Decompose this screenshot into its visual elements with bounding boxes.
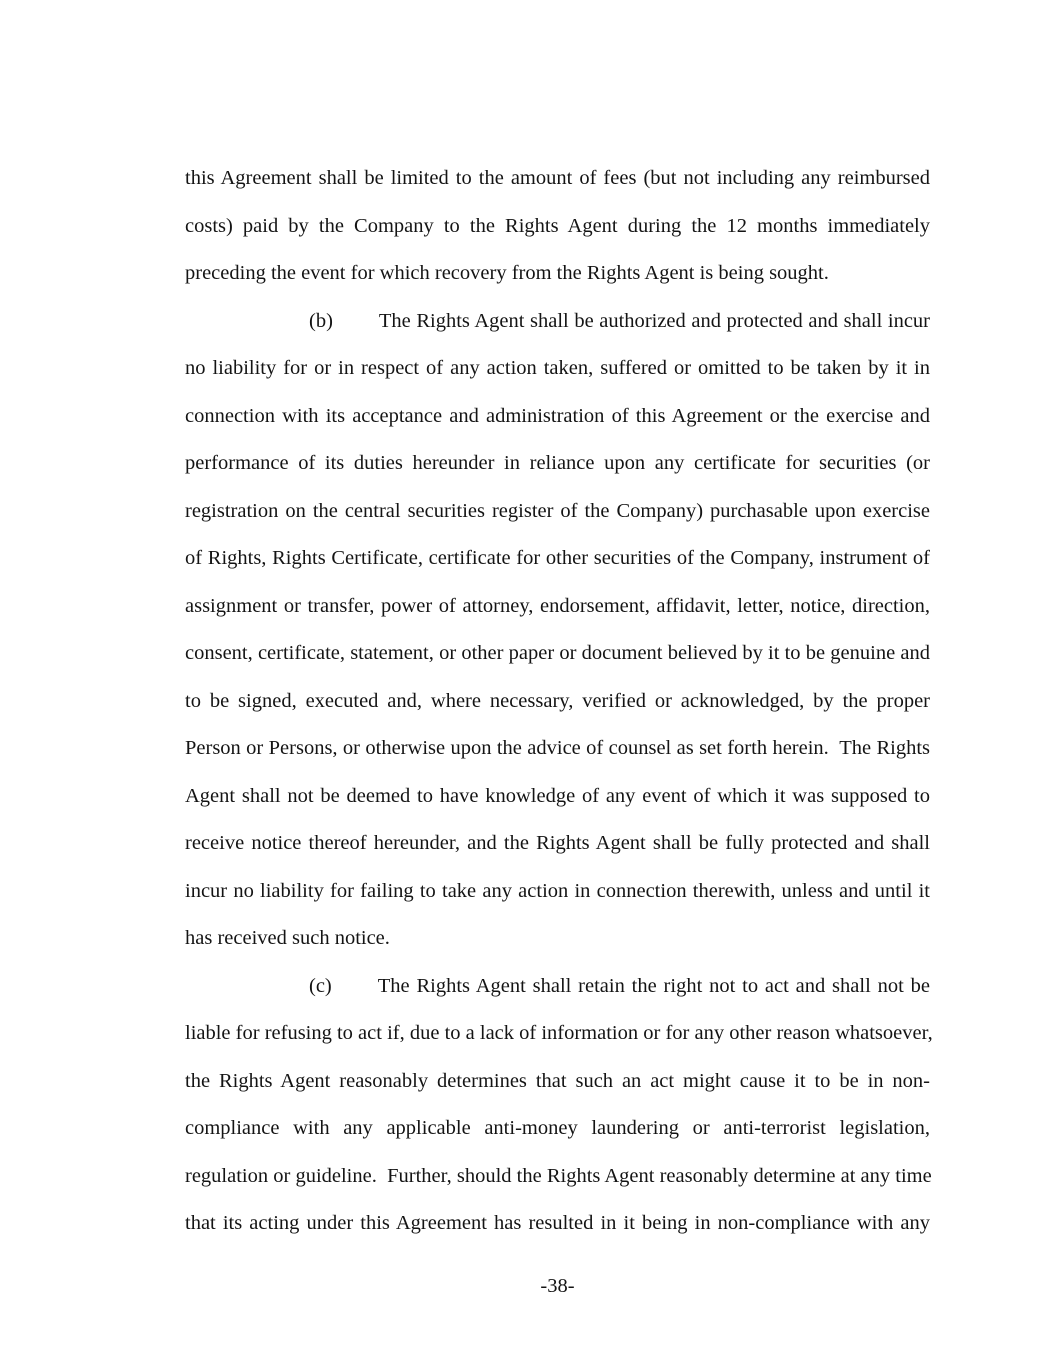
- text-line: incur no liability for failing to take any action in connection therewith, unless and until it: [185, 879, 930, 902]
- line-text: The Rights Agent shall retain the right not to act and shall not be: [377, 974, 930, 997]
- first-line-indent: [185, 991, 309, 992]
- line-text: The Rights Agent shall be authorized and protected and shall incur: [378, 309, 930, 332]
- tab-spacer: [333, 326, 379, 327]
- text-line: preceding the event for which recovery from the Rights Agent is being sought.: [185, 262, 829, 284]
- text-line: [185, 298, 930, 346]
- text-line: Person or Persons, or otherwise upon the advice of counsel as set forth herein. The Rights: [185, 737, 930, 759]
- first-line-indent: [185, 326, 309, 327]
- text-line: receive notice thereof hereunder, and the Rights Agent shall be fully protected and shall: [185, 832, 930, 854]
- text-line: consent, certificate, statement, or other paper or document believed by it to be genuine and: [185, 642, 930, 664]
- text-line: the Rights Agent reasonably determines that such an act might cause it to be in non-: [185, 1069, 930, 1092]
- tab-spacer: [332, 991, 378, 992]
- text-line: connection with its acceptance and administration of this Agreement or the exercise and: [185, 404, 930, 427]
- text-line: to be signed, executed and, where necessary, verified or acknowledged, by the proper: [185, 689, 930, 712]
- text-line: [185, 963, 930, 1011]
- text-line: registration on the central securities register of the Company) purchasable upon exercise: [185, 499, 930, 522]
- text-line: regulation or guideline. Further, should the Rights Agent reasonably determine at any time: [185, 1164, 932, 1187]
- text-line: compliance with any applicable anti-money laundering or anti-terrorist legislation,: [185, 1117, 930, 1139]
- text-line: this Agreement shall be limited to the amount of fees (but not including any reimbursed: [185, 167, 930, 189]
- text-line: of Rights, Rights Certificate, certificate for other securities of the Company, instrument of: [185, 547, 930, 569]
- text-line: liable for refusing to act if, due to a lack of information or for any other reason whatsoever,: [185, 1022, 933, 1044]
- text-line: Agent shall not be deemed to have knowledge of any event of which it was supposed to: [185, 784, 930, 807]
- paragraph-label: (c): [309, 974, 332, 997]
- document-body: [185, 155, 933, 1310]
- text-line: assignment or transfer, power of attorney, endorsement, affidavit, letter, notice, direction,: [185, 594, 930, 617]
- text-line: has received such notice.: [185, 927, 390, 949]
- text-line: performance of its duties hereunder in reliance upon any certificate for securities (or: [185, 452, 930, 474]
- paragraph-label: (b): [309, 309, 333, 332]
- text-line: costs) paid by the Company to the Rights Agent during the 12 months immediately: [185, 214, 930, 237]
- page-number: -38-: [540, 1274, 575, 1297]
- text-line: that its acting under this Agreement has resulted in it being in non-compliance with any: [185, 1212, 930, 1234]
- text-line: no liability for or in respect of any action taken, suffered or omitted to be taken by it in: [185, 357, 930, 379]
